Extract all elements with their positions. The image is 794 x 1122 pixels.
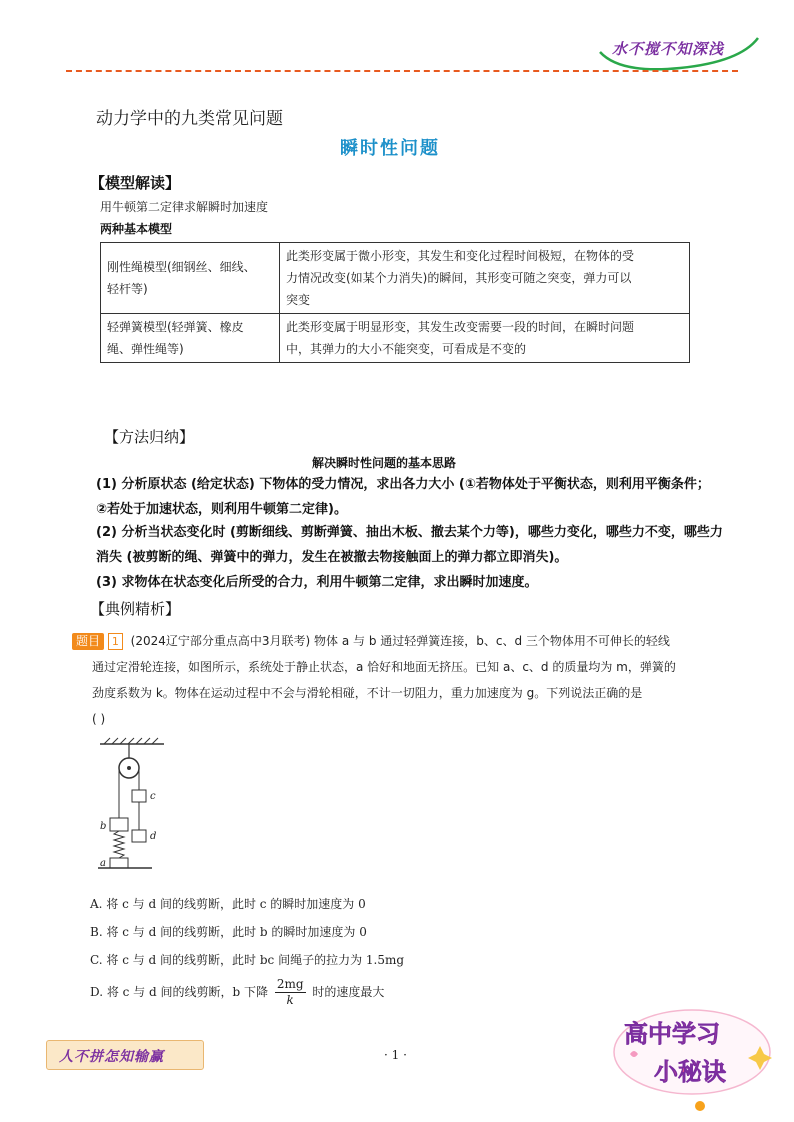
fraction-numerator: 2mg [276,977,304,991]
footer-motto [46,1040,204,1070]
option-b[interactable]: B. 将 c 与 d 间的线剪断，此时 b 的瞬时加速度为 0 [90,925,367,939]
model-name-cell [101,314,280,363]
answer-options [90,890,404,1010]
badge-line-2: 小秘诀 [654,1058,726,1086]
cell-line: 轻弹簧模型(轻弹簧、橡皮 [107,320,244,334]
question-text: 劲度系数为 k。物体在运动过程中不会与滑轮相碰，不计一切阻力，重力加速度为 g。下列说法正确的是 [92,686,643,700]
page-number: · 1 · [384,1048,407,1062]
method-paragraph-1 [96,472,732,522]
label-d: d [150,831,157,842]
model-name-cell [101,243,280,314]
study-secrets-badge [606,1004,782,1114]
label-c: c [150,791,156,802]
pulley-figure [92,736,182,872]
option-a[interactable]: A. 将 c 与 d 间的线剪断，此时 c 的瞬时加速度为 0 [90,897,366,911]
para-line: (1) 分析原状态 (给定状态) 下物体的受力情况，求出各力大小 (①若物体处于平衡状态，则利用平衡条件； [96,477,710,492]
option-d[interactable] [90,974,404,1010]
cell-line: 突变 [286,293,311,307]
block-b [110,818,128,831]
model-heading: 【模型解读】 [90,174,181,192]
document-title: 动力学中的九类常见问题 [96,109,283,129]
block-d [132,830,146,842]
example-heading: 【典例精析】 [90,600,181,618]
method-heading: 【方法归纳】 [104,428,195,446]
question-block [72,628,732,732]
model-table [100,242,690,363]
label-a: a [100,858,106,869]
method-paragraph-2 [96,520,732,570]
cell-line: 此类形变属于微小形变，其发生和变化过程时间极短，在物体的受 [286,249,635,263]
para-line: 消失 (被剪断的绳、弹簧中的弹力，发生在被撤去物接触面上的弹力都立即消失)。 [96,550,568,565]
fraction-denominator: k [286,993,294,1007]
spring-icon [114,831,124,858]
para-line: (2) 分析当状态变化时 (剪断细线、剪断弹簧、抽出木板、撤去某个力等)，哪些力变化，哪些力不变，哪些力 [96,525,723,540]
cell-line: 绳、弹性绳等) [107,342,184,356]
question-line-1 [72,628,732,654]
answer-blank: ( ) [92,712,106,726]
badge-line-1: 高中学习 [624,1020,720,1048]
footer-motto-text: 人不拼怎知输赢 [59,1049,164,1065]
question-tag: 题目 [72,633,104,650]
method-paragraph-3: (3) 求物体在状态变化后所受的合力，利用牛顿第二定律，求出瞬时加速度。 [96,575,538,590]
table-row [101,314,690,363]
model-desc-cell [280,314,690,363]
cell-line: 轻杆等) [107,282,148,296]
badge-background-icon [606,1004,782,1114]
question-text: (2024辽宁部分重点高中3月联考) 物体 a 与 b 通过轻弹簧连接，b、c、d 三个物体用不可伸长的轻线 [130,634,670,648]
header-motto-text: 水不搅不知深浅 [612,40,725,58]
question-text: 通过定滑轮连接，如图所示，系统处于静止状态，a 恰好和地面无挤压。已知 a、c、d 的质量均为 m，弹簧的 [92,660,676,674]
cell-line: 中，其弹力的大小不能突变，可看成是不变的 [286,342,527,356]
model-intro: 用牛顿第二定律求解瞬时加速度 [100,200,269,214]
question-number: 1 [108,633,123,650]
header-motto [590,32,770,72]
section-title: 瞬时性问题 [340,138,440,159]
model-subheading: 两种基本模型 [100,222,173,236]
cell-line: 力情况改变(如某个力消失)的瞬间，其形变可随之突变，弹力可以 [286,271,632,285]
cell-line: 刚性绳模型(细钢丝、细线、 [107,260,256,274]
option-d-text: D. 将 c 与 d 间的线剪断，b 下降 [90,985,268,999]
table-row [101,243,690,314]
cell-line: 此类形变属于明显形变，其发生改变需要一段的时间，在瞬时问题 [286,320,635,334]
option-d-text-end: 时的速度最大 [312,985,385,999]
label-b: b [100,821,107,832]
para-line: ②若处于加速状态，则利用牛顿第二定律)。 [96,502,347,517]
method-center-title: 解决瞬时性问题的基本思路 [312,456,457,470]
fraction [275,977,306,1008]
block-c [132,790,146,802]
option-c[interactable]: C. 将 c 与 d 间的线剪断，此时 bc 间绳子的拉力为 1.5mg [90,953,405,967]
header-divider [66,70,738,72]
model-desc-cell [280,243,690,314]
block-a [110,858,128,868]
